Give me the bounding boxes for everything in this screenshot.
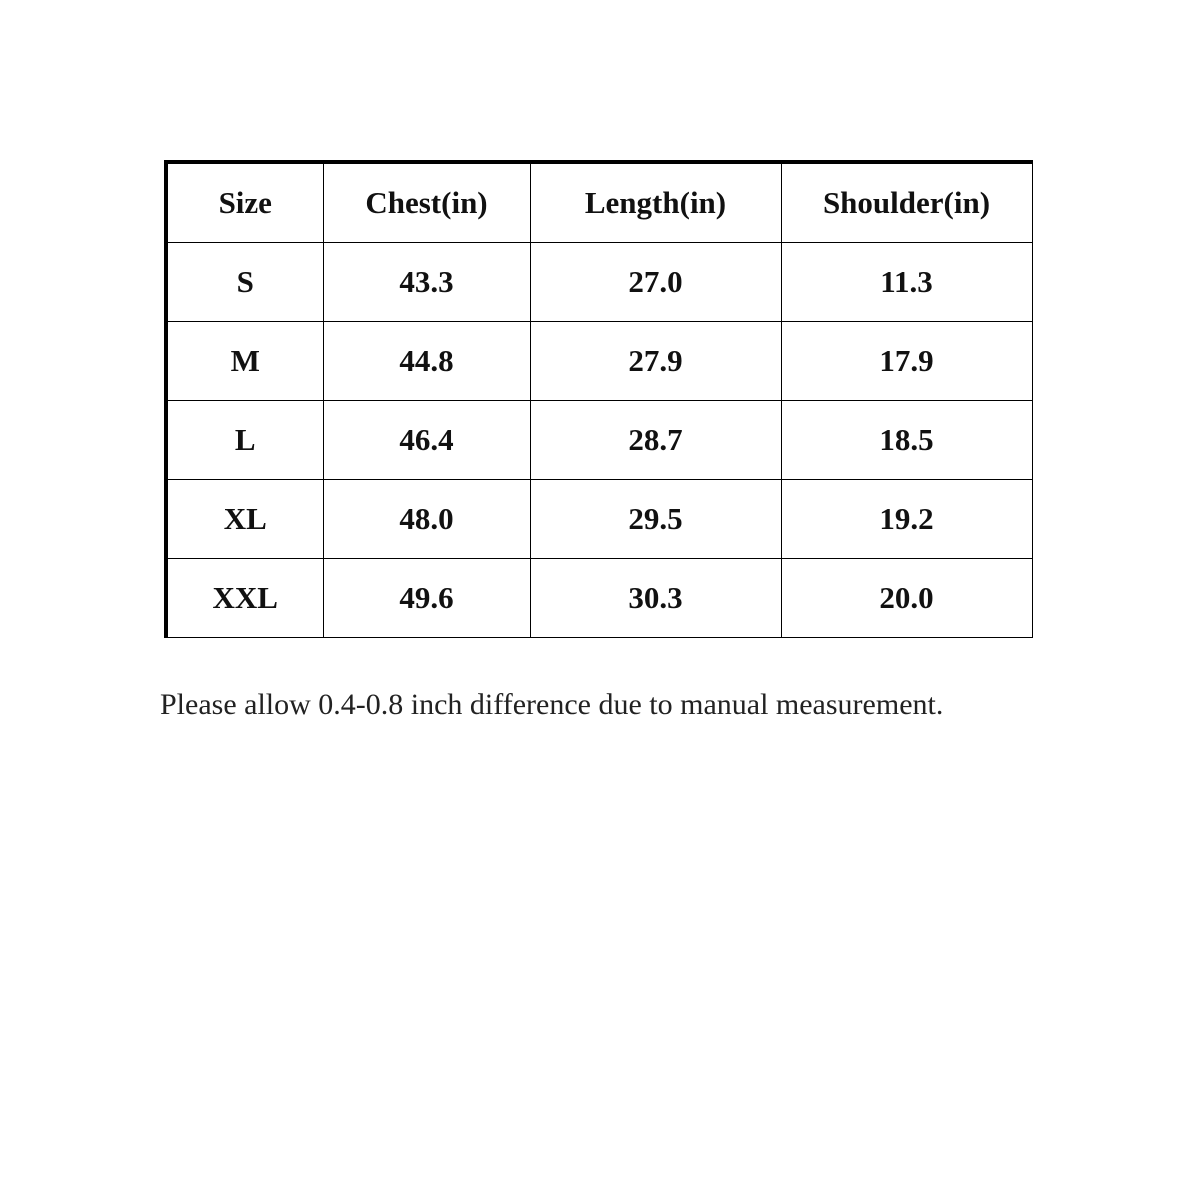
cell-chest: 49.6 [323,559,530,638]
cell-size: XL [166,480,323,559]
cell-length: 27.9 [530,322,781,401]
cell-chest: 44.8 [323,322,530,401]
cell-shoulder: 11.3 [781,243,1032,322]
table-row [166,480,1032,559]
cell-length: 30.3 [530,559,781,638]
table-header-row [166,162,1032,243]
cell-chest: 43.3 [323,243,530,322]
cell-size: L [166,401,323,480]
header-size: Size [166,162,323,243]
cell-length: 28.7 [530,401,781,480]
header-length: Length(in) [530,162,781,243]
cell-size: XXL [166,559,323,638]
cell-shoulder: 19.2 [781,480,1032,559]
cell-length: 29.5 [530,480,781,559]
cell-shoulder: 18.5 [781,401,1032,480]
measurement-note: Please allow 0.4-0.8 inch difference due to manual measurement. [160,688,944,721]
table-row [166,322,1032,401]
table-row [166,243,1032,322]
table-row [166,401,1032,480]
cell-size: S [166,243,323,322]
header-chest: Chest(in) [323,162,530,243]
header-shoulder: Shoulder(in) [781,162,1032,243]
size-chart-table [164,160,1033,638]
cell-length: 27.0 [530,243,781,322]
cell-shoulder: 20.0 [781,559,1032,638]
cell-chest: 48.0 [323,480,530,559]
cell-chest: 46.4 [323,401,530,480]
cell-shoulder: 17.9 [781,322,1032,401]
table-row [166,559,1032,638]
cell-size: M [166,322,323,401]
